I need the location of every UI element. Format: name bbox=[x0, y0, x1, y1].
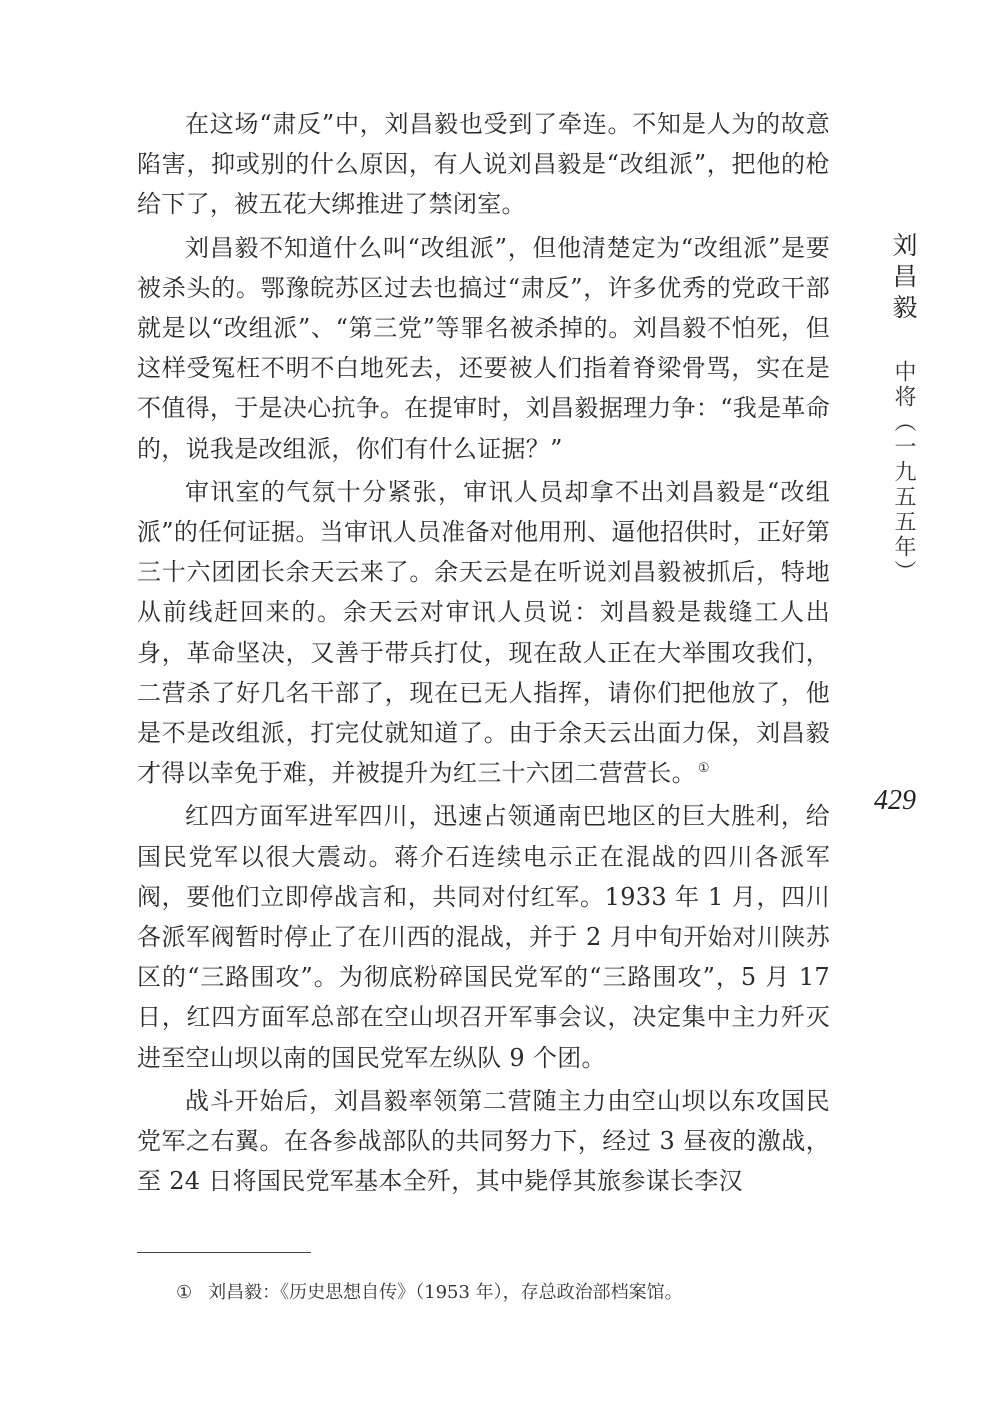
paragraph-3-text: 审讯室的气氛十分紧张，审讯人员却拿不出刘昌毅是“改组派”的任何证据。当审讯人员准备对他用刑、逼他招供时，正好第三十六团团长余天云来了。余天云是在听说刘昌毅被抓后，特地从前线赶回来的。余天云对审讯人员说：刘昌毅是裁缝工人出身，革命坚决，又善于带兵打仗，现在敌人正在大举围攻我们，二营杀了好几名干部了，现在已无人指挥，请你们把他放了，他是不是改组派，打完仗就知道了。由于余天云出面力保，刘昌毅才得以幸免于难，并被提升为红三十六团二营营长。 bbox=[137, 477, 830, 788]
footnote bbox=[176, 1280, 683, 1306]
paragraph-4: 红四方面军进军四川，迅速占领通南巴地区的巨大胜利，给国民党军以很大震动。蒋介石连续电示正在混战的四川各派军阀，要他们立即停战言和，共同对付红军。1933 年 1 月，四川各派军阀暂时停止了在川西的混战，并于 2 月中旬开始对川陕苏区的“三路围攻”。为彻底粉碎国民党军的“三路围攻”，5 月 17 日，红四方面军总部在空山坝召开军事会议，决定集中主力歼灭进至空山坝以南的国民党军左纵队 9 个团。 bbox=[137, 802, 830, 1072]
paragraph-5: 战斗开始后，刘昌毅率领第二营随主力由空山坝以东攻国民党军之右翼。在各参战部队的共同努力下，经过 3 昼夜的激战，至 24 日将国民党军基本全歼，其中毙俘其旅参谋长李汉 bbox=[137, 1086, 830, 1196]
running-head-subtitle: 中将（一九五五年） bbox=[891, 360, 916, 585]
paragraph-1: 在这场“肃反”中，刘昌毅也受到了牵连。不知是人为的故意陷害，抑或别的什么原因，有人说刘昌毅是“改组派”，把他的枪给下了，被五花大绑推进了禁闭室。 bbox=[137, 110, 830, 219]
footnote-divider bbox=[137, 1252, 311, 1253]
paragraph-2: 刘昌毅不知道什么叫“改组派”，但他清楚定为“改组派”是要被杀头的。鄂豫皖苏区过去也搞过“肃反”，许多优秀的党政干部就是以“改组派”、“第三党”等罪名被杀掉的。刘昌毅不怕死，但这样受冤枉不明不白地死去，还要被人们指着脊梁骨骂，实在是不值得，于是决心抗争。在提审时，刘昌毅据理力争：“我是革命的，说我是改组派，你们有什么证据？” bbox=[137, 233, 830, 463]
running-head-title: 刘昌毅 bbox=[889, 232, 918, 325]
paragraph-3 bbox=[137, 472, 830, 794]
footnote-mark: ① bbox=[176, 1282, 193, 1303]
page-number: 429 bbox=[874, 785, 916, 816]
footnote-reference[interactable]: ① bbox=[697, 761, 710, 777]
body-text bbox=[137, 104, 830, 1204]
footnote-text: 刘昌毅：《历史思想自传》（1953 年），存总政治部档案馆。 bbox=[208, 1282, 683, 1303]
